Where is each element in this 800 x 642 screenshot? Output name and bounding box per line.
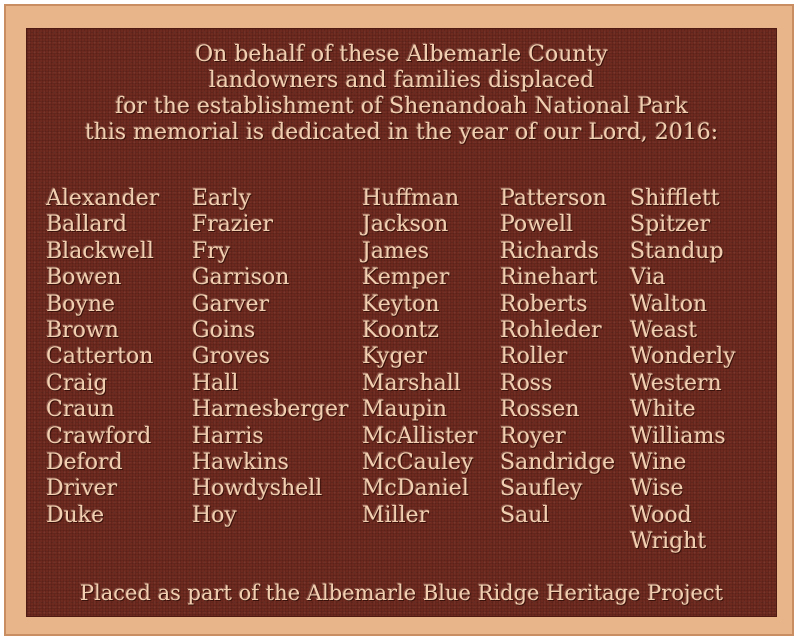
family-name: Western	[630, 370, 722, 396]
family-name: Wise	[630, 476, 684, 502]
family-name: James	[362, 238, 430, 264]
family-name: Kemper	[362, 265, 450, 291]
family-name: Craig	[46, 370, 108, 396]
family-name: Bowen	[46, 265, 122, 291]
dedication-line: landowners and families displaced	[208, 68, 595, 93]
family-name: Alexander	[46, 186, 160, 211]
family-name: Roberts	[500, 291, 588, 317]
family-name: Craun	[46, 397, 115, 423]
family-name: Deford	[46, 449, 123, 475]
family-name: Early	[192, 186, 252, 211]
family-name: Standup	[630, 238, 724, 264]
family-name: Shifflett	[630, 186, 720, 211]
family-name: Ballard	[46, 212, 128, 238]
family-name: Powell	[500, 212, 574, 238]
footer-text: Placed as part of the Albemarle Blue Ridge Heritage Project	[79, 581, 724, 605]
family-name: Garver	[192, 291, 270, 317]
family-name: Miller	[362, 502, 430, 528]
family-name: Keyton	[362, 291, 440, 317]
family-name: Kyger	[362, 344, 428, 370]
family-name: Ross	[500, 370, 553, 396]
family-name: McCauley	[362, 449, 474, 475]
family-name: Huffman	[362, 186, 460, 211]
memorial-plaque	[4, 4, 794, 636]
family-name: Harnesberger	[192, 397, 349, 423]
family-name: Richards	[500, 238, 600, 264]
family-name: Driver	[46, 476, 118, 502]
family-name: McAllister	[362, 423, 478, 449]
family-name: Sandridge	[500, 449, 616, 475]
family-name: Saufley	[500, 476, 583, 502]
family-name: Patterson	[500, 186, 607, 211]
family-name: Maupin	[362, 397, 448, 423]
family-name: Saul	[500, 502, 550, 528]
family-name: White	[630, 397, 696, 423]
family-name: Rohleder	[500, 317, 602, 343]
family-name: Fry	[192, 238, 231, 264]
names-column-1	[46, 186, 159, 529]
dedication-line: this memorial is dedicated in the year of our Lord, 2016:	[84, 120, 719, 145]
family-name: Hawkins	[192, 449, 289, 475]
family-name: Garrison	[192, 265, 290, 291]
family-name: Roller	[500, 344, 568, 370]
family-name: Jackson	[362, 212, 449, 238]
family-name: Frazier	[192, 212, 274, 238]
family-name: Wine	[630, 449, 687, 475]
family-name: Rinehart	[500, 265, 598, 291]
family-name: Wood	[630, 502, 692, 528]
plaque-field	[26, 28, 777, 617]
family-name: Wright	[630, 529, 707, 555]
names-column-5	[630, 186, 736, 555]
names-column-4	[500, 186, 615, 529]
family-name: Howdyshell	[192, 476, 323, 502]
names-column-2	[192, 186, 349, 529]
family-name: Harris	[192, 423, 264, 449]
family-name: Royer	[500, 423, 566, 449]
family-name: Groves	[192, 344, 271, 370]
family-name: Duke	[46, 502, 105, 528]
family-name: Crawford	[46, 423, 152, 449]
family-name: Hoy	[192, 502, 237, 528]
family-name: Wonderly	[630, 344, 736, 370]
family-name: Spitzer	[630, 212, 711, 238]
family-name: Via	[630, 265, 666, 291]
family-name: Boyne	[46, 291, 116, 317]
family-name: Walton	[630, 291, 708, 317]
family-name: Blackwell	[46, 238, 154, 264]
family-name: Weast	[630, 317, 698, 343]
dedication-text	[26, 42, 777, 146]
family-name: Hall	[192, 370, 239, 396]
family-name: Rossen	[500, 397, 580, 423]
names-column-3	[362, 186, 478, 529]
family-name: Williams	[630, 423, 726, 449]
family-name: Catterton	[46, 344, 154, 370]
family-name: Goins	[192, 317, 256, 343]
family-name: Marshall	[362, 370, 461, 396]
dedication-line: On behalf of these Albemarle County	[195, 42, 608, 67]
family-name: Koontz	[362, 317, 439, 343]
dedication-line: for the establishment of Shenandoah National Park	[115, 94, 688, 119]
family-name: Brown	[46, 317, 119, 343]
family-name: McDaniel	[362, 476, 469, 502]
